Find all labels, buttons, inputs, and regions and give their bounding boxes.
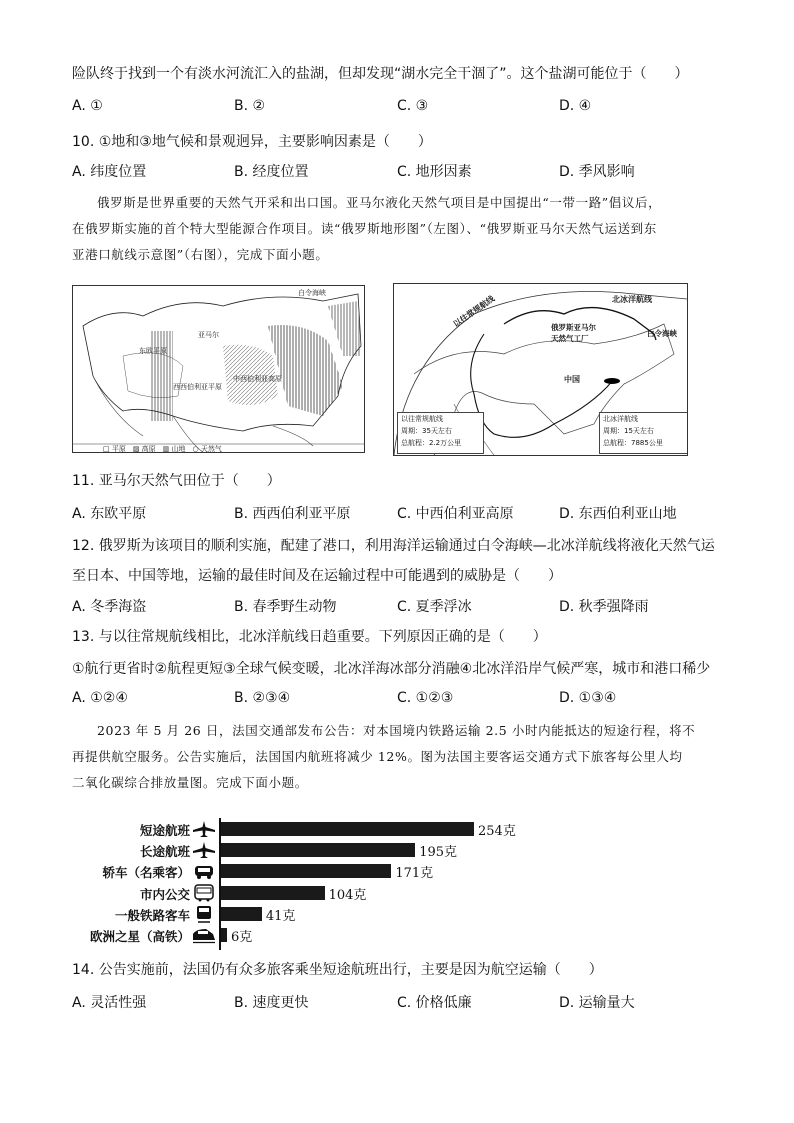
option-a[interactable]: A. 灵活性强 [72,995,147,1011]
option-a[interactable]: A. ①②④ [72,690,128,706]
bar [221,822,474,836]
yamal-plant-label: 俄罗斯亚马尔 天然气工厂 [551,323,596,343]
option-b[interactable]: B. 经度位置 [234,164,309,180]
car-icon [192,862,216,884]
yamal-label: 亚马尔 [198,331,219,339]
bering-strait-label: 白令海峡 [298,289,326,297]
option-d[interactable]: D. ①③④ [559,690,617,706]
question-11-stem: 11. 亚马尔天然气田位于（ ） [72,473,281,489]
info-line: 总航程：7885公里 [603,439,663,447]
conventional-route-label: 以往常规航线 [451,294,497,329]
option-b[interactable]: B. 西西伯利亚平原 [234,506,351,522]
intro-line: 亚港口航线示意图”（右图），完成下面小题。 [72,247,329,262]
conventional-route-info-box [397,412,484,454]
question-9-stem: 险队终于找到一个有淡水河流汇入的盐湖，但却发现“湖水完全干涸了”。这个盐湖可能位于（ ） [72,66,689,82]
value-label: 171克 [395,866,434,882]
option-d[interactable]: D. ④ [559,98,592,114]
russia-terrain-map [72,285,365,453]
china-label: 中国 [564,375,580,384]
value-label: 254克 [478,824,516,839]
category-label: 市内公交 [139,886,190,902]
central-siberian-plateau-label: 中西伯利亚高原 [233,375,282,383]
train-icon [192,905,216,927]
arctic-route-label: 北冰洋航线 [612,295,652,304]
co2-emission-chart [70,818,570,950]
option-d[interactable]: D. 季风影响 [559,164,635,180]
question-12-stem-line1: 12. 俄罗斯为该项目的顺利实施，配建了港口，利用海洋运输通过白令海峡—北冰洋航线将液化天然气运 [72,538,715,554]
value-label: 6克 [230,930,253,945]
option-c[interactable]: C. 价格低廉 [397,995,472,1011]
option-b[interactable]: B. 速度更快 [234,995,309,1011]
east-european-plain-label: 东欧平原 [139,347,167,355]
intro-line: 再提供航空服务。公告实施后，法国国内航班将减少 12%。图为法国主要客运交通方式下旅客每公里人均 [72,749,683,764]
intro-paragraph-russia [72,190,722,268]
intro-line: 在俄罗斯实施的首个特大型能源合作项目。读“俄罗斯地形图”（左图）、“俄罗斯亚马尔天然气运送到东 [72,221,657,236]
shipping-route-map [393,283,688,456]
option-d[interactable]: D. 东西伯利亚山地 [559,506,677,522]
option-d[interactable]: D. 运输量大 [559,995,635,1011]
russia-terrain-map-drawing [73,286,364,452]
intro-line: 2023 年 5 月 26 日，法国交通部发布公告：对本国境内铁路运输 2.5 小时内能抵达的短途行程，将不 [97,723,696,738]
question-14-stem: 14. 公告实施前，法国仍有众多旅客乘坐短途航班出行，主要是因为航空运输（ ） [72,962,603,978]
info-line: 北冰洋航线 [603,415,638,423]
arctic-route-info-box [599,412,688,454]
bus-icon [192,884,216,906]
value-label: 41克 [265,908,296,924]
info-line: 以往常规航线 [401,415,443,423]
option-c[interactable]: C. 地形因素 [397,164,472,180]
question-13-options [72,690,732,710]
question-11-options [72,503,732,523]
category-label: 轿车（名乘客） [102,865,190,881]
category-label: 长途航班 [139,844,190,860]
option-a[interactable]: A. 冬季海盗 [72,599,147,615]
value-label: 195克 [419,845,458,861]
option-a[interactable]: A. ① [72,98,103,114]
info-line: 周期：15天左右 [603,427,654,435]
intro-paragraph-france [72,718,722,796]
bar [221,928,227,942]
bar [221,907,262,921]
bar [221,843,415,857]
question-12-options [72,596,732,616]
info-line: 总航程：2.2万公里 [401,439,462,447]
category-label: 一般铁路客车 [114,907,190,923]
question-9-options [72,98,732,118]
question-13-statements: ①航行更省时②航程更短③全球气候变暖，北冰洋海冰部分消融④北冰洋沿岸气候严寒，城市和港口稀少 [72,661,711,677]
option-b[interactable]: B. ②③④ [234,690,291,706]
bering-strait-label: 白令海峡 [647,329,677,338]
option-b[interactable]: B. ② [234,98,266,114]
airplane-icon [192,820,216,842]
intro-line: 二氧化碳综合排放量图。完成下面小题。 [72,775,308,790]
option-d[interactable]: D. 秋季强降雨 [559,599,649,615]
intro-line: 俄罗斯是世界重要的天然气开采和出口国。亚马尔液化天然气项目是中国提出“一带一路”倡议后， [97,195,662,210]
option-b[interactable]: B. 春季野生动物 [234,599,337,615]
bar [221,864,391,878]
airplane-icon [192,841,216,863]
bar [221,886,325,900]
info-line: 周期：35天左右 [401,427,452,435]
category-label: 欧洲之星（高铁） [89,929,190,944]
option-c[interactable]: C. ③ [397,98,429,114]
question-13-stem: 13. 与以往常规航线相比，北冰洋航线日趋重要。下列原因正确的是（ ） [72,629,547,645]
option-a[interactable]: A. 东欧平原 [72,506,147,522]
question-10-options [72,161,732,181]
value-label: 104克 [328,887,367,903]
question-10-stem: 10. ①地和③地气候和景观迥异，主要影响因素是（ ） [72,134,432,150]
option-a[interactable]: A. 纬度位置 [72,164,147,180]
option-c[interactable]: C. 夏季浮冰 [397,599,472,615]
category-label: 短途航班 [139,823,190,838]
option-c[interactable]: C. 中西伯利亚高原 [397,506,514,522]
question-14-options [72,992,732,1012]
question-12-stem-line2: 至日本、中国等地，运输的最佳时间及在运输过程中可能遇到的威胁是（ ） [72,568,562,584]
west-siberian-plain-label: 西西伯利亚平原 [173,383,222,391]
option-c[interactable]: C. ①②③ [397,690,454,706]
high-speed-train-icon [192,926,216,948]
map-legend: □ 平原 ▨ 高原 ▥ 山地 ○ 天然气 [103,445,222,453]
